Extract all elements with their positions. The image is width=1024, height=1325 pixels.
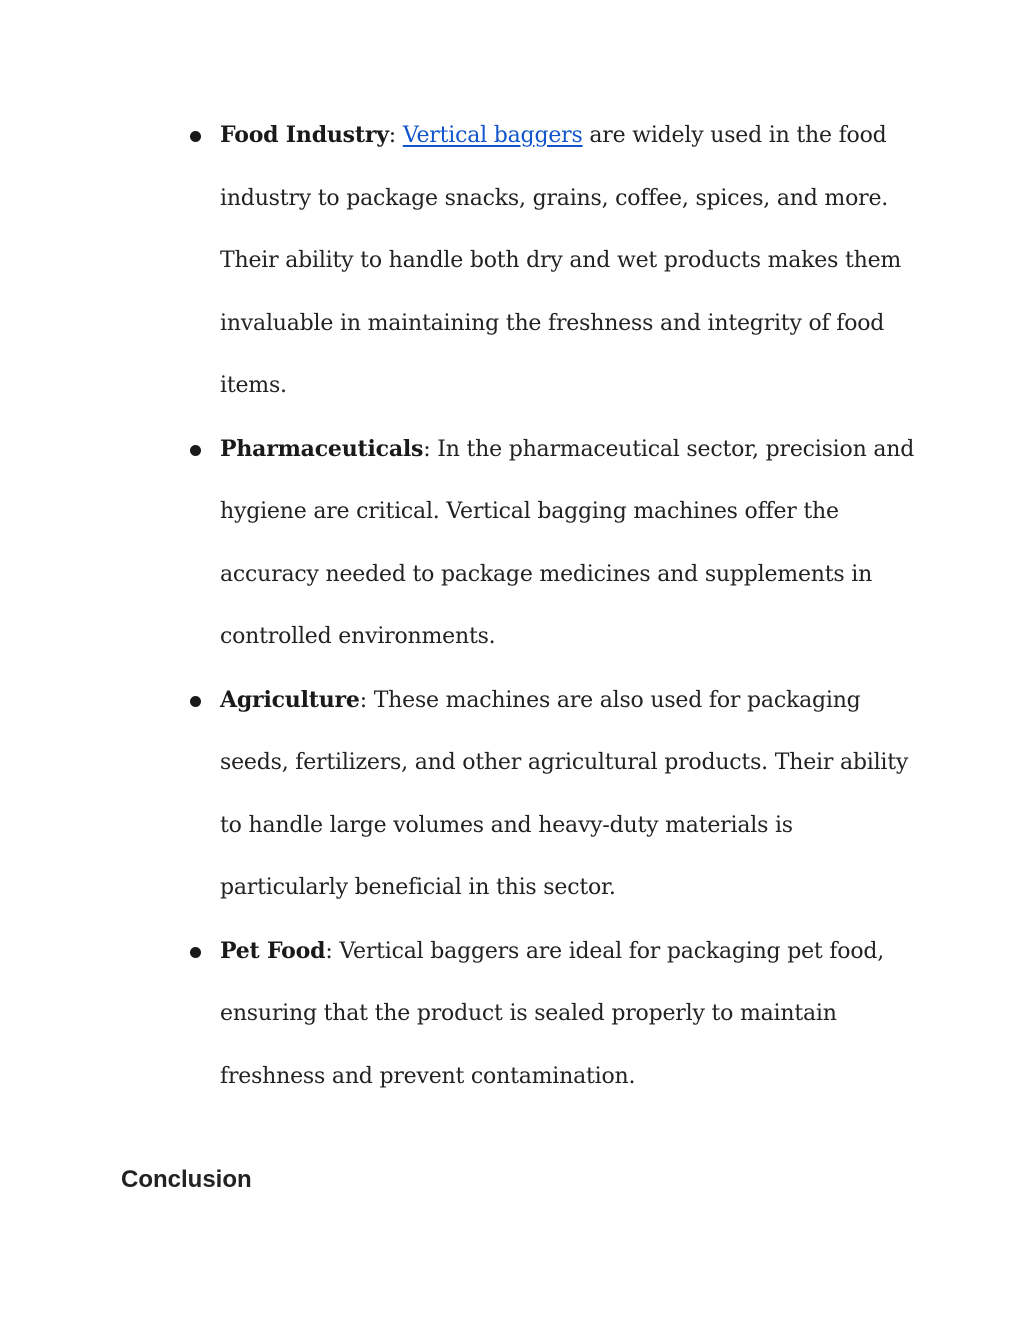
list-item-pharmaceuticals <box>186 418 916 669</box>
conclusion-heading: Conclusion <box>121 1166 252 1193</box>
item-label: Agriculture <box>220 686 360 713</box>
list-item-text <box>220 688 908 901</box>
item-label: Pharmaceuticals <box>220 435 424 462</box>
list-item-pet-food <box>186 920 916 1109</box>
bullet-icon <box>190 131 201 142</box>
bullet-icon <box>190 696 201 707</box>
item-description: are widely used in the food industry to package snacks, grains, coffee, spices, and more. Their ability to handle both dry and wet products makes them invaluable in maintaining the freshness and integrity of food items. <box>220 123 902 398</box>
vertical-baggers-link[interactable]: Vertical baggers <box>402 123 583 148</box>
label-separator: : <box>388 123 403 148</box>
item-description: : In the pharmaceutical sector, precision and hygiene are critical. Vertical bagging machines offer the accuracy needed to package medicines and supplements in controlled environments. <box>220 436 915 649</box>
list-item-food-industry <box>186 104 916 418</box>
list-item-text <box>220 939 884 1089</box>
item-description: : Vertical baggers are ideal for packaging pet food, ensuring that the product is sealed properly to maintain freshness and prevent contamination. <box>220 938 885 1089</box>
bullet-icon <box>190 445 201 456</box>
item-label: Food Industry <box>220 122 389 148</box>
list-item-text <box>220 123 901 398</box>
item-description: : These machines are also used for packaging seeds, fertilizers, and other agricultural products. Their ability to handle large volumes and heavy-duty materials is particularly beneficial in this sector. <box>220 687 909 900</box>
bullet-icon <box>190 947 201 958</box>
list-item-text <box>220 437 914 650</box>
industry-bullet-list <box>186 104 916 1108</box>
list-item-agriculture <box>186 669 916 920</box>
item-label: Pet Food <box>220 937 326 964</box>
